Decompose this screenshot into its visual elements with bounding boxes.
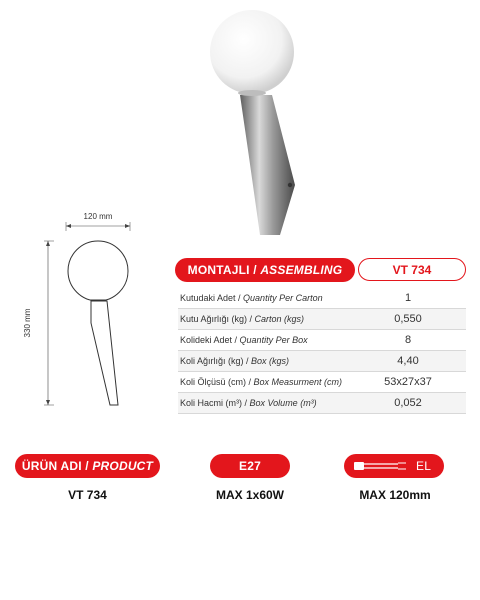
spec-value: 8 bbox=[404, 334, 412, 346]
dimension-drawing bbox=[18, 205, 168, 415]
height-dimension-label: 330 mm bbox=[23, 308, 32, 338]
product-label-tr: ÜRÜN ADI / bbox=[21, 459, 89, 473]
spec-value: 0,052 bbox=[394, 397, 422, 409]
socket-badge bbox=[210, 454, 290, 478]
socket-type: E27 bbox=[239, 459, 261, 473]
power-value: MAX 1x60W bbox=[215, 488, 285, 502]
cable-badge bbox=[344, 454, 444, 478]
spec-value: 1 bbox=[404, 292, 412, 304]
spec-label: Kutudaki Adet / Quantity Per Carton bbox=[180, 293, 323, 303]
table-row bbox=[178, 309, 466, 330]
spec-table bbox=[178, 288, 466, 414]
cable-code: EL bbox=[416, 459, 432, 473]
table-row bbox=[178, 330, 466, 351]
spec-value: 53x27x37 bbox=[384, 376, 432, 388]
cable-length: MAX 120mm bbox=[359, 488, 431, 502]
spec-label: Kolideki Adet / Quantity Per Box bbox=[180, 335, 308, 345]
product-label-en: PRODUCT bbox=[92, 459, 154, 473]
table-row bbox=[178, 288, 466, 309]
spec-value: 0,550 bbox=[394, 313, 422, 325]
spec-label: Koli Ağırlığı (kg) / Box (kgs) bbox=[180, 356, 290, 366]
product-name-badge bbox=[15, 454, 160, 478]
spec-label: Koli Hacmi (m³) / Box Volume (m³) bbox=[180, 398, 317, 408]
assembling-label-en: ASSEMBLING bbox=[260, 263, 343, 277]
spec-value: 4,40 bbox=[397, 355, 419, 367]
product-code-badge bbox=[358, 258, 466, 281]
table-row bbox=[178, 393, 466, 414]
table-row bbox=[178, 372, 466, 393]
cable-icon bbox=[354, 459, 410, 473]
assembling-badge bbox=[175, 258, 355, 282]
assembling-label-tr: MONTAJLI / bbox=[187, 263, 257, 277]
product-code: VT 734 bbox=[392, 262, 432, 277]
spec-label: Kutu Ağırlığı (kg) / Carton (kgs) bbox=[180, 314, 305, 324]
product-photo bbox=[200, 0, 320, 240]
table-row bbox=[178, 351, 466, 372]
product-name: VT 734 bbox=[68, 488, 107, 502]
width-dimension-label: 120 mm bbox=[83, 212, 113, 221]
spec-label: Koli Ölçüsü (cm) / Box Measurment (cm) bbox=[180, 377, 343, 387]
